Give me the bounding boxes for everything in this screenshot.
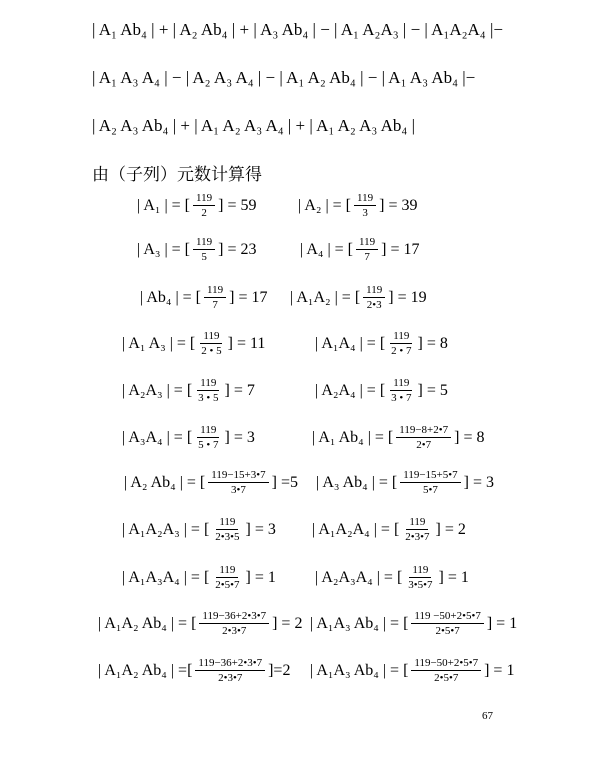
formula: | A₂A₄ | = [ $\frac{119}{3 • 7}$ ] = 5 <box>315 377 448 404</box>
formula: | A₁ A₃ | = [ $\frac{119}{2 • 5}$ ] = 11 <box>122 330 266 357</box>
formula: | A₁A₂A₃ | = [ $\frac{119}{2•3•5}$ ] = 3 <box>122 516 276 543</box>
expression-line-2: | A₁ A₃ A₄ | − | A₂ A₃ A₄ | − | A₁ A₂ Ab₄ | − | A₁ A₃ Ab₄ |− <box>92 68 476 87</box>
formula: | A₁A₂A₄ | = [ $\frac{119}{2•3•7}$ ] = 2 <box>312 516 466 543</box>
formula: | A₁A₃ Ab₄ | = [ $\frac{119 -50+2•5•7}{2•5•7}$ ] = 1 <box>310 610 518 637</box>
formula: | A₃ Ab₄ | = [ $\frac{119-15+5•7}{5•7}$ ] = 3 <box>316 469 494 496</box>
formula: | A₁ Ab₄ | = [ $\frac{119-8+2•7}{2•7}$ ] = 8 <box>312 424 485 451</box>
formula: | A₁A₄ | = [ $\frac{119}{2 • 7}$ ] = 8 <box>315 330 448 357</box>
formula: | A₁A₃ Ab₄ | = [ $\frac{119-50+2•5•7}{2•5•7}$ ] = 1 <box>310 657 515 684</box>
expression-line-3: | A₂ A₃ Ab₄ | + | A₁ A₂ A₃ A₄ | + | A₁ A₂ A₃ Ab₄ | <box>92 116 416 135</box>
expression-line-1: | A₁ Ab₄ | + | A₂ Ab₄ | + | A₃ Ab₄ | − | A₁ A₂A₃ | − | A₁A₂A₄ |− <box>92 20 503 39</box>
formula: | A₂A₃ | = [ $\frac{119}{3 • 5}$ ] = 7 <box>122 377 255 404</box>
formula: | A₄ | = [ $\frac{119}{7}$ ] = 17 <box>300 236 420 263</box>
formula: | A₂ | = [ $\frac{119}{3}$ ] = 39 <box>298 192 418 219</box>
formula: | A₂ Ab₄ | = [ $\frac{119-15+3•7}{3•7}$ ] =5 <box>124 469 298 496</box>
formula: | A₁A₂ | = [ $\frac{119}{2•3}$ ] = 19 <box>290 284 427 311</box>
formula: | A₁A₂ Ab₄ | =[ $\frac{119-36+2•3•7}{2•3•7}$ ]=2 <box>98 657 291 684</box>
page-number: 67 <box>482 710 493 722</box>
formula: | A₁A₂ Ab₄ | = [ $\frac{119-36+2•3•7}{2•3•7}$ ] = 2 <box>98 610 303 637</box>
formula: | A₃ | = [ $\frac{119}{5}$ ] = 23 <box>137 236 257 263</box>
section-heading: 由（子列）元数计算得 <box>92 165 262 185</box>
formula: | A₂A₃A₄ | = [ $\frac{119}{3•5•7}$ ] = 1 <box>315 564 469 591</box>
formula: | A₃A₄ | = [ $\frac{119}{5 • 7}$ ] = 3 <box>122 424 255 451</box>
formula: | A₁A₃A₄ | = [ $\frac{119}{2•5•7}$ ] = 1 <box>122 564 276 591</box>
formula: | Ab₄ | = [ $\frac{119}{7}$ ] = 17 <box>140 284 268 311</box>
formula: | A₁ | = [ $\frac{119}{2}$ ] = 59 <box>137 192 257 219</box>
